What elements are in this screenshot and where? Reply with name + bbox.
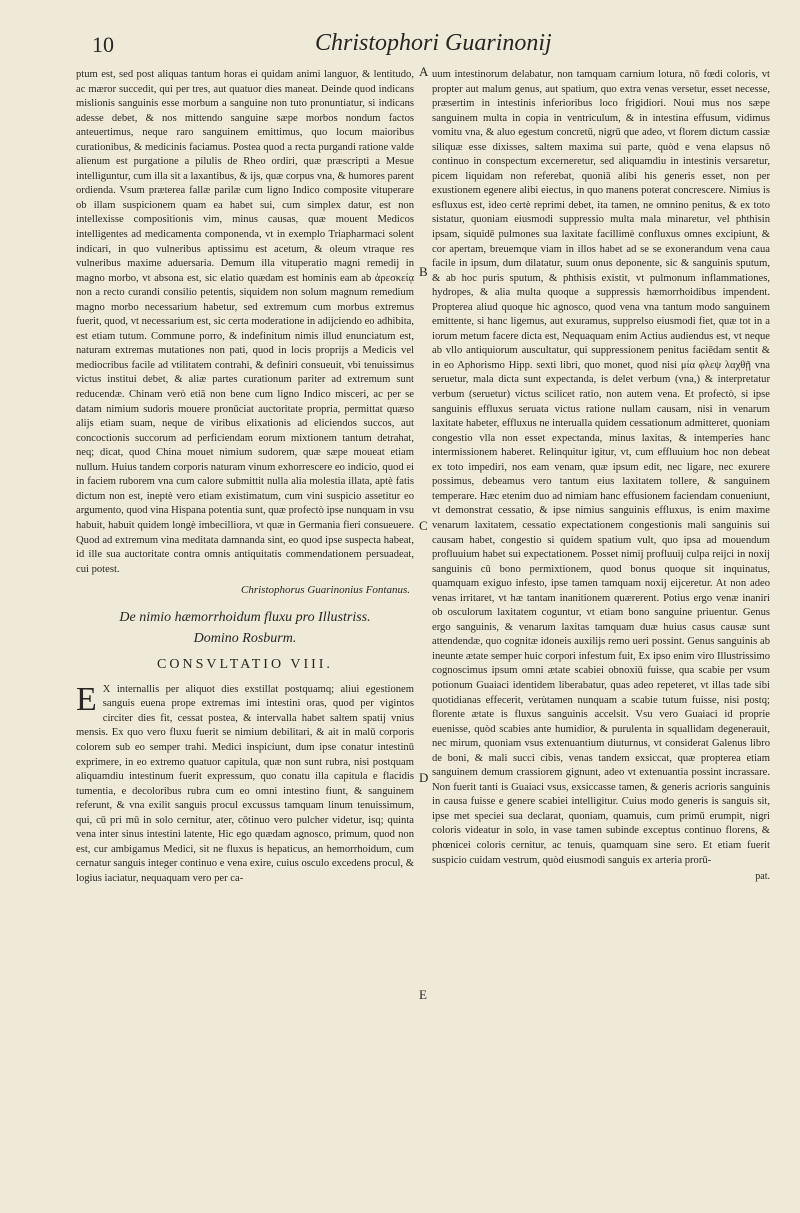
margin-marker-c: C — [419, 518, 428, 533]
section-title-dedicatee: Domino Rosburm. — [193, 630, 297, 646]
running-head: Christophori Guarinonij — [315, 30, 552, 56]
page-number: 10 — [92, 32, 114, 57]
left-paragraph-2-text: X internallis per aliquot dies exstillat postquamq; aliui egestionem sanguis euena prope extremas imi intestini oras, quod per vigintos circiter dies fit, cessat postea, & intervalla habet saltem spatij vnius mensis. Ex quo vero fluxu fuerit se nimium debilitari, & ait in malū corporis colorem sub eo semper trahi. Medici inspiciunt, dum ipse conatur intestinū exprimere, in eo extremo quatuor capitula, quæ non sunt rubra, nisi postquam aliquamdiu intestinum fuerit expressum, quo conatu illa capitula e flacidis tumentia, e decoloribus rubra cum eo omni intestino fiunt, & sanguinem referunt, & vna exilit sanguis procul excussus tamquam linum tenuissimum, qui, cū pri mū in solo cernitur, ater, cōtinuo vero pulcher videtur, isq; quinta vena inter sinus intestini latente, Hic ego quædam agnosco, primum, quod non est, cur ambigamus Medici, sit ne fluxus is hepaticus, an hemorrhoidum, cum cernatur sanguis integer continuo e vena exire, cuius osculo excedens procul, & logius iaciatur, nequaquam vero per ca- — [76, 683, 414, 884]
section-title: De nimio hæmorrhoidum fluxu pro Illustriss. — [119, 609, 371, 625]
catchword: pat. — [755, 871, 770, 883]
page-header — [0, 28, 800, 68]
left-paragraph-2 — [76, 680, 414, 887]
left-paragraph-1: ptum est, sed post aliquas tantum horas ei quidam animi languor, & lentitudo, ac mæror succedit, qui per tres, aut quatuor dies maneat. Deinde quod indicans mislionis sanguinis esse morbum a sanguine non tuto pronuntiatur, si indicans adesse debet, & nos mittendo sanguine sæpe morbos nondum factos anteuertimus, neque raro sanguinem emittimus, quo locum maioribus curationibus, & medicinis faciamus. Postea quod a recta purgandi ratione valde alienum est purgatione a pilulis de Rheo ordiri, quæ præscripti a Mesue intelliguntur, cum illa sit a laxantibus, & ijs, quæ corpus vna, & humores parent ordienda. Vsum præterea fallæ parilæ cum ligno Indico composite vituperare ob illam suspicionem quam ea habet sui, cum simplex datur, est non intellexisse compositionis vim, minus causas, quæ mouent Medicos intelligentes ad medicamenta componenda, vt in exemplo Triapharmaci solent indicari, in quo vulneribus aptissimu est acetum, & oleum vtraque res vulneribus maxime aduersaria. Demum illa vituperatio magni remedij in magno morbo, vt absona est, sic elatio quædam est hominis eam ab ἀρεσκείᾳ non a recto curandi consilio petentis, siquidem non solum magnum remedium magno morbo necessarium habetur, sed extremum cum morbus extremus fuerit, quod, vt necessarium est, sic certa moderatione in adijciendo eo adhibita, est etiam tutum. Commune porro, & indefinitum nimis illud enunciatum est, naturam extremas mutationes non pati, quod in locis proprijs a Medicis vel mediocribus facile ad vtilitatem contrahi, & definiri consueuit, vbi tenuissimus victus institui debet, & aliæ partes curationum pariter ad extremum sunt reducendæ. Chinam verò etiā non bene cum ligno Indico misceri, ac per se datam nimium sudoris mouere pronūciat auctoritate propria, permittat quæso alijs etiam suam, neque de viribus elixationis ad eliciendos succos, aut concoctionis succorum ad perficiendam eorum mixtionem tantum detrahat, neq; dicat, quod China mouet nimium sudorem, quæ sæpe moueat etiam nullum. Huius tandem corporis naturam vinum exhorrescere eo indicio, quod ei in faciem ruborem vna cum calore submittit nulla alia molestia illata, aptè fatis dictum non est, ineptè vero etiam existimatum, cum vini suspicio assetitur eo argumento, quod vina Hispana potentia sunt, quæ profectò ipse nunquam in vsu habuit, habuit quidem longè imbecilliora, vt quæ in Germania fieri consueuere. Quod ad extremum vina meditata damnanda sint, eo quod ipse suspecta habeat, id ille sua auctoritate contra omnis antiquitatis commendationem persuadeat, cui potest. — [76, 69, 415, 575]
margin-marker-a: A — [419, 64, 429, 79]
right-column-text: uum intestinorum delabatur, non tamquam carnium lotura, nō fœdi coloris, vt propter aut malum genus, aut spatium, quo extra venas versetur, esset necesse, præsertim in intestinis inferioribus loco frigidiori. Noui mus nos sæpe sanguinem multa in copia in ventriculum, & in intestina effusum, vidimus vomitu vna, & aluo egestum concretū, nigrū que adeo, vt florem dictum cassiæ siliquæ esse dixisses, saltem maxima sui parte, quòd e vena elapsus nō continuo in conspectum excerneretur, sed aliquamdiu in intestinis versaretur, picem liquidam non referebat, quoniā alibi his generis esset, non per exustionem egenere alibi eiectus, in quo manens poterat concrescere. Nimius is esfluxus est, ideo certè reprimi debet, ita tamen, ne omnino penitus, & ex toto sistatur, quoniam eiusmodi suppressio multa mala minaretur, vel phthisin ipsam, siquidē pulmones sua laxitate facillimè confluxus omnes excipiunt, & cor apertam, breuemque viam in illos habet ad se se exonerandum vena caua facile in ipsum, dum dilatatur, suum onus deponente, sic & sanguinis sputum, & ab hoc puris sputum, & phthisis existit, vt pulmonum inflammationes, hydropes, & alia multa quoque a suppressis hæmorrhoidibus impendent. Propterea aliud quoque hic agnosco, quod vena vna tantum modo sanguinem emittente, si hanc ligemus, aut exuramus, supprelso eiusmodi fiet, quæ tot in a iorum metum facere dicta est, Nequaquam enim Actius audiendus est, vt neque ab vllo antiquiorum auscultatur, qui suppressionem penitus faciēdam sentit & in eo Aphorismo Hipp. sexti libri, quo monet, quod nisi μία φλεψ λαχθῇ vna seruetur, mala dicta sunt expectanda, is delet verbum (vna,) & interpretatur verbum (seruetur) victus scilicet ratio, non autem vena. Et profectò, si ipse sanguinis effluxus seruata victus ratione nullam causam, nisi in venarum laxitate habeter, effluxus ne interualla quidem cessationum admitteret, quoniam congestio vlla non esset expectanda, minus laxitas, & intemperies hanc intermissionem haberet. Relinquitur igitur, vt, cum effluuium hoc non debeat ex toto impediri, nos eam venam, quæ ipsum edit, nec ligare, nec exurere possimus, debeamus vero tantum eius laxitatem tollere, & sanguinem temperare. Hæc etenim duo ad nimiam hanc effusionem faciendam conueniunt, vt demonstrat cessatio, & ipse nimius sanguinis effluxus, is enim maxime venarum laxitatem, cessatio expectationem congestionis mali sanguinis sui causam habet, congestio si quidem spatium vult, quo ipsa ad mouendum profluuium habet sui expectationem. Posset nimij profluuij culpa reijci in noxij sanguinis cū bono permixtionem, quod bonus quoque sit inquinatus, quamquam exiguo infesto, ipse tamen tamquam noxij eijceretur. At non adeo venas irritaret, vt hæ tantam inanitionem quærerent. Potius ergo venæ inaniri ob osculorum laxitatem coguntur, vt etiam bono sanguine priuentur. Genus ergo sanguinis, & venarum laxitas tamquam duæ huius casus causæ sunt attendendæ, quo cognitæ idoneis auxilijs remo ueri possint. Genus sanguinis ab ineunte ætate semper huic corpori infestum fuit, Ex ipso enim viro Illustrissimo cognoscimus ipsum omni ætate scabiei obnoxiū fuisse, qua scabie per vsum potionum Guaiaci identidem liberabatur, quas adeo repeteret, vt illas tade sibi quotidianas effecerit, verùtamen nunquam a scabie tutum fuisse, nisi postq; florente ætate is fluxus sanguinis accelsit. Vsu vero Guaiaci id proprie euenisse, quòd scabies ante humidior, & purulenta in squallidam degenerauit, nec mirum, quoniam vsus extenuantium diuturnus, vt considerat Galenus libro de boni, & mali succi cibis, venas tandem exsiccat, quæ propterea etiam sanguinem demum crassiorem gignunt, adeo vt extenuantia possint incrassare. Non fuerit tanti is Guaiaci vsus, exsiccasse tamen, & generis acrioris sanguinis in causa fuisse e genere scabiei intelligitur. Cuius modo generis is sanguis sit, ipse met speciei sua declarat, quoniam, quamuis, cum primū erumpit, nigri coloris videatur in solo, in vase tamen subinde exceptus continuo florens, & phœnicei coloris cernitur, ac tenuis, quamquam sine sero. Et etiam fuerit suspicio cuidam vestrum, quòd eiusmodi sanguis ex arteria prorū- — [432, 69, 770, 866]
margin-marker-d: D — [419, 770, 429, 785]
right-column — [432, 68, 770, 885]
signature: Christophorus Guarinonius Fontanus. — [241, 584, 410, 597]
margin-marker-e: E — [419, 987, 427, 1002]
drop-cap: E — [76, 680, 97, 718]
left-column — [76, 68, 414, 886]
margin-marker-b: B — [419, 264, 428, 279]
consultatio-heading: CONSVLTATIO VIII. — [157, 657, 333, 673]
